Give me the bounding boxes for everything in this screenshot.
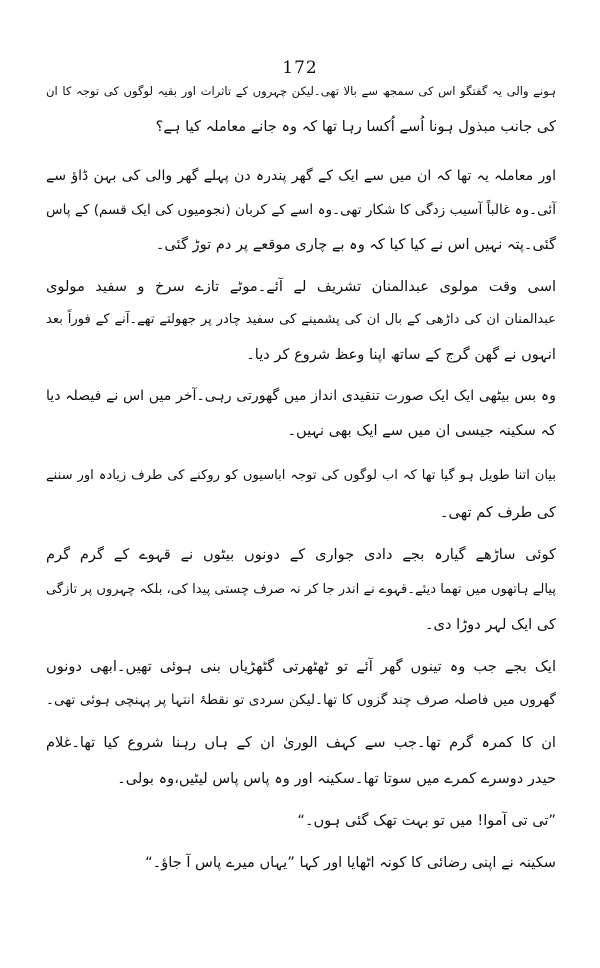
text-line: انہوں نے گھن گرج کے ساتھ اپنا وعظ شروع کر دیا۔ (246, 346, 556, 363)
text-line: حیدر دوسرے کمرے میں سوتا تھا۔سکینہ اور وہ پاس پاس لیٹیں،وہ بولی۔ (117, 770, 556, 787)
text-line: ہونے والی یہ گفتگو اس کی سمجھ سے بالا تھی۔لیکن چہروں کے تاثرات اور بقیہ لوگوں کی توجہ کا ان (46, 84, 556, 98)
text-line: ایک بجے جب وہ تینوں گھر آئے تو ٹھٹھرتی گٹھڑیاں بنی ہوئی تھیں۔ابھی دونوں (46, 658, 556, 675)
text-line: کوئی ساڑھے گیارہ بجے دادی جواری کے دونوں بیٹوں نے قہوے کے گرم گرم (46, 546, 556, 563)
text-line: کہ سکینہ جیسی ان میں سے ایک بھی نہیں۔ (287, 422, 556, 439)
text-line: گھروں میں فاصلہ صرف چند گزوں کا تھا۔لیکن سردی تو نقطۂ انتہا پر پہنچی ہوئی تھی۔ (46, 692, 556, 708)
text-line: گئی۔پتہ نہیں اس نے کیا کیا کہ وہ بے چاری موقعے پر دم توڑ گئی۔ (155, 236, 556, 253)
text-line: اور معاملہ یہ تھا کہ ان میں سے ایک کے گھر پندرہ دن پہلے گھر والی کی بہن ڈاؤ سے (46, 168, 556, 184)
text-line: اسی وقت مولوی عبدالمنان تشریف لے آئے۔موٹے تازے سرخ و سفید مولوی (46, 278, 556, 295)
text-line: ”تی تی آموا! میں تو بہت تھک گئی ہوں۔“ (297, 812, 556, 829)
text-line: سکینہ نے اپنی رضائی کا کونہ اٹھایا اور کہا ”یہاں میرے پاس آ جاؤ۔“ (145, 854, 556, 871)
text-line: عبدالمنان ان کی داڑھی کے بال ان کی پشمینے کی سفید چادر پر جھولتے تھے۔آنے کے فوراً بعد (46, 312, 556, 327)
text-line: بیان اتنا طویل ہو گیا تھا کہ اب لوگوں کی توجہ اباسیوں کو روکنے کی طرف زیادہ اور سننے (46, 468, 556, 483)
text-line: ان کا کمرہ گرم تھا۔جب سے کہف الوریٰ ان کے ہاں رہنا شروع کیا تھا۔غلام (46, 734, 556, 751)
text-line: کی طرف کم تھی۔ (440, 504, 556, 521)
text-line: پیالے ہاتھوں میں تھما دیئے۔قہوے نے اندر جا کر نہ صرف چستی پیدا کی، بلکہ چہروں پر تازگی (46, 582, 556, 597)
text-line: کی جانب مبذول ہونا اُسے اُکسا رہا تھا کہ وہ جانے معاملہ کیا ہے؟ (155, 118, 556, 135)
text-line: آئی۔وہ غالباً آسیب زدگی کا شکار تھی۔وہ اسے کے کربان (نجومیوں کی ایک قسم) کے پاس (46, 202, 556, 218)
text-line: وہ بس بیٹھی ایک ایک صورت تنقیدی انداز میں گھورتی رہی۔آخر میں اس نے فیصلہ دیا (46, 388, 556, 404)
page-number: 172 (282, 58, 318, 78)
text-line: کی ایک لہر دوڑا دی۔ (424, 616, 556, 633)
